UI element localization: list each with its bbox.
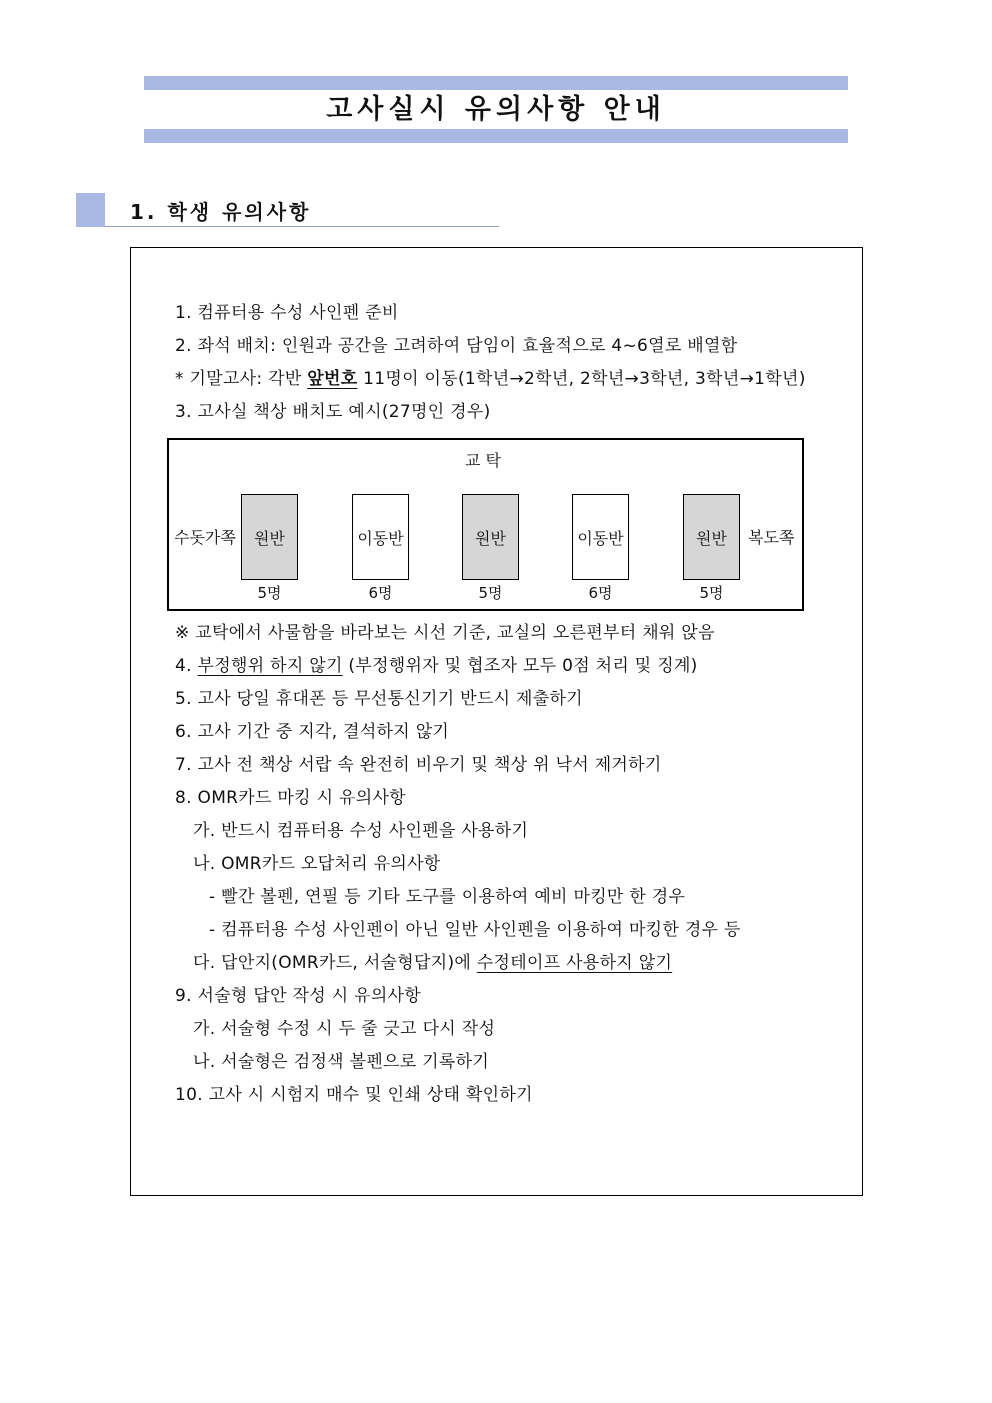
section-title: 1. 학생 유의사항 <box>130 200 312 224</box>
item-9: 9. 서술형 답안 작성 시 유의사항 <box>175 986 422 1006</box>
section-underline <box>105 226 499 227</box>
desk-column-1: 원반 <box>241 494 298 580</box>
item-4-emphasis: 부정행위 하지 않기 <box>197 656 343 676</box>
title-bar-top <box>144 76 848 90</box>
note-text-rest: 11명이 이동(1학년→2학년, 2학년→3학년, 3학년→1학년) <box>357 369 806 389</box>
item-4 <box>175 654 698 678</box>
desk-column-5: 원반 <box>683 494 740 580</box>
item-2: 2. 좌석 배치: 인원과 공간을 고려하여 담임이 효율적으로 4~6열로 배열함 <box>175 336 738 356</box>
desk-count-5: 5명 <box>699 584 724 602</box>
desk-column-3: 원반 <box>462 494 519 580</box>
item-4-rest: (부정행위자 및 협조자 모두 0점 처리 및 징계) <box>342 656 698 676</box>
item-8-b-2: - 컴퓨터용 수성 사인펜이 아닌 일반 사인펜을 이용하여 마킹한 경우 등 <box>209 920 741 940</box>
item-8-b: 나. OMR카드 오답처리 유의사항 <box>193 854 441 874</box>
desk-column-4: 이동반 <box>572 494 629 580</box>
item-7: 7. 고사 전 책상 서랍 속 완전히 비우기 및 책상 위 낙서 제거하기 <box>175 755 662 775</box>
item-5: 5. 고사 당일 휴대폰 등 무선통신기기 반드시 제출하기 <box>175 689 583 709</box>
right-side-label: 복도쪽 <box>748 528 795 547</box>
item-10: 10. 고사 시 시험지 매수 및 인쇄 상태 확인하기 <box>175 1085 533 1105</box>
note-emphasis: 앞번호 <box>307 369 358 389</box>
section-marker <box>76 193 105 227</box>
item-8-b-1: - 빨간 볼펜, 연필 등 기타 도구를 이용하여 예비 마킹만 한 경우 <box>209 887 686 907</box>
item-1: 1. 컴퓨터용 수성 사인펜 준비 <box>175 303 399 323</box>
teacher-desk-label: 교 탁 <box>465 451 501 470</box>
item-9-b: 나. 서술형은 검정색 볼펜으로 기록하기 <box>193 1052 490 1072</box>
desk-count-3: 5명 <box>478 584 503 602</box>
document-title: 고사실시 유의사항 안내 <box>326 94 666 125</box>
note-text: * 기말고사: 각반 <box>175 369 308 389</box>
item-8-c-emphasis: 수정테이프 사용하지 않기 <box>476 953 673 973</box>
item-2-note <box>175 367 806 391</box>
seating-diagram <box>167 438 804 611</box>
item-9-a: 가. 서술형 수정 시 두 줄 긋고 다시 작성 <box>193 1019 496 1039</box>
desk-count-1: 5명 <box>257 584 282 602</box>
seating-note: ※ 교탁에서 사물함을 바라보는 시선 기준, 교실의 오른편부터 채워 앉음 <box>175 623 715 643</box>
item-4-number: 4. <box>175 656 198 676</box>
item-8-c-text: 다. 답안지(OMR카드, 서술형답지)에 <box>193 953 477 973</box>
item-8-c <box>193 951 672 975</box>
item-6: 6. 고사 기간 중 지각, 결석하지 않기 <box>175 722 450 742</box>
item-8-a: 가. 반드시 컴퓨터용 수성 사인펜을 사용하기 <box>193 821 529 841</box>
desk-column-2: 이동반 <box>352 494 409 580</box>
item-3: 3. 고사실 책상 배치도 예시(27명인 경우) <box>175 402 491 422</box>
title-bar-bottom <box>144 129 848 143</box>
desk-count-4: 6명 <box>588 584 613 602</box>
item-8: 8. OMR카드 마킹 시 유의사항 <box>175 788 406 808</box>
left-side-label: 수돗가쪽 <box>174 528 236 547</box>
desk-count-2: 6명 <box>368 584 393 602</box>
